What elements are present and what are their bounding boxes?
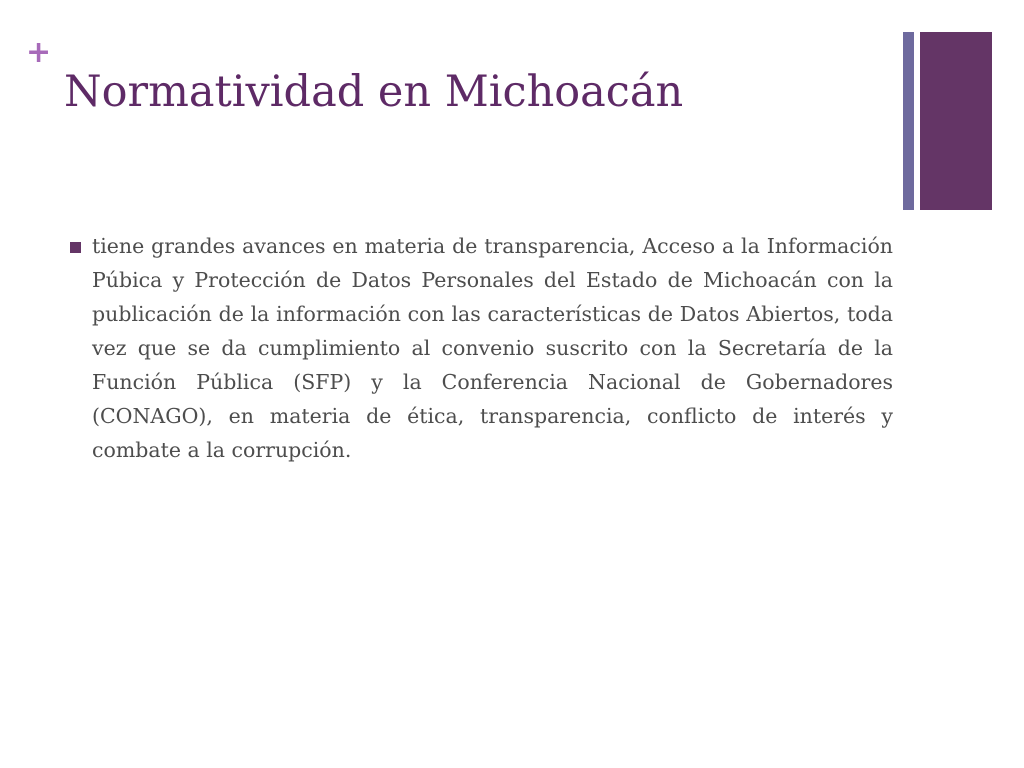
bullet-list <box>64 229 893 467</box>
decorative-bar-thick <box>920 32 992 210</box>
square-bullet-icon <box>70 242 81 253</box>
slide-title: Normatividad en Michoacán <box>64 67 684 117</box>
plus-icon: + <box>26 35 52 70</box>
decorative-bar-thin <box>903 32 914 210</box>
bullet-item <box>64 229 893 467</box>
bullet-text: tiene grandes avances en materia de transparencia, Acceso a la Información Púbica y Protección de Datos Personales del Estado de Michoacán con la publicación de la información con las características de Datos Abiertos, toda vez que se da cumplimiento al convenio suscrito con la Secretaría de la Función Pública (SFP) y la Conferencia Nacional de Gobernadores (CONAGO), en materia de ética, transparencia, conflicto de interés y combate a la corrupción. <box>92 234 893 462</box>
